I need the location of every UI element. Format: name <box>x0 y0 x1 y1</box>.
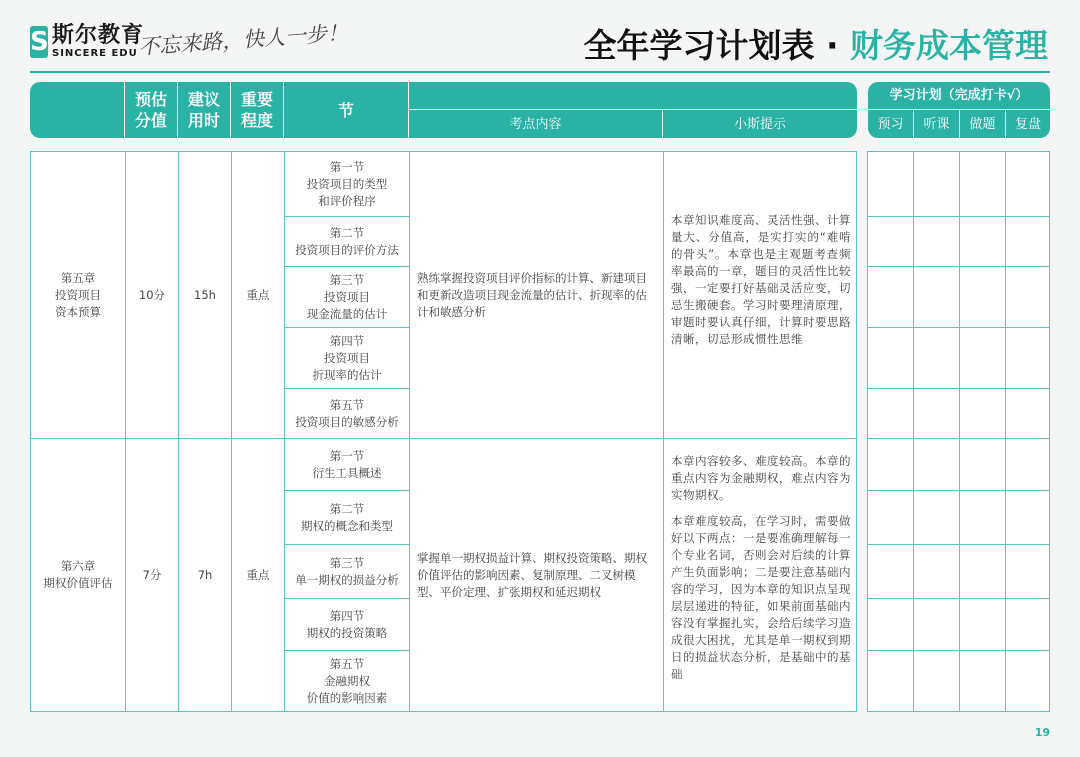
chapter-score: 10分 <box>138 287 166 302</box>
chapter-importance: 重点 <box>246 567 270 582</box>
tip-text: 本章难度较高，在学习时，需要做好以下两点：一是要准确理解每一个专业名词，否则会对后续的计算产生负面影响；二是要注意基础内容的学习，因为本章的知识点呈现层层递进的特征，如果前面基础内容没有掌握扎实，会给后续学习造成很大困扰，尤其是单一期权到期日的损益状态分析，是基础中的基础 <box>671 514 851 681</box>
table-header <box>30 82 857 138</box>
header-hours: 建议 用时 <box>187 90 220 130</box>
title-rule <box>30 71 1050 73</box>
plan-col-review: 复盘 <box>1014 116 1041 132</box>
title-dot: · <box>825 26 839 65</box>
section-cell: 第二节 投资项目的评价方法 <box>295 225 399 257</box>
chapter-hours: 7h <box>197 567 213 582</box>
chapter-score: 7分 <box>142 567 162 582</box>
tip-text: 本章知识难度高、灵活性强、计算量大、分值高，是实打实的“难啃的骨头”。本章也是主观题考查频率最高的一章，题目的灵活性比较强，一定要打好基础灵活应变，切忌生搬硬套。学习时要理清原理，审题时要认真仔细，计算时要思路清晰，切忌形成惯性思维 <box>671 213 851 346</box>
header-content: 考点内容 <box>509 116 562 132</box>
brand-name-cn: 斯尔教育 <box>52 23 145 48</box>
header-section: 节 <box>337 100 354 120</box>
chapter-name: 第六章 期权价值评估 <box>43 559 113 590</box>
study-table <box>30 151 857 712</box>
title-subject: 财务成本管理 <box>850 26 1048 65</box>
slogan: 不忘来路，快人一步！ <box>137 20 349 60</box>
plan-col-exercise: 做题 <box>969 116 996 132</box>
header-tips: 小斯提示 <box>733 116 786 132</box>
header-importance: 重要 程度 <box>240 90 273 130</box>
page-number: 19 <box>1034 726 1050 739</box>
plan-col-preview: 预习 <box>877 116 904 132</box>
chapter-name: 第五章 投资项目 资本预算 <box>55 270 101 319</box>
brand-logo <box>30 22 144 62</box>
chapter-importance: 重点 <box>246 287 270 302</box>
header-score: 预估 分值 <box>134 90 167 130</box>
plan-title: 学习计划（完成打卡√） <box>889 88 1029 103</box>
section-cell: 第一节 投资项目的类型 和评价程序 <box>306 159 388 208</box>
tip-text: 本章内容较多、难度较高。本章的重点内容为金融期权，难点内容为实物期权。 <box>671 454 851 502</box>
section-cell: 第二节 期权的概念和类型 <box>301 501 393 533</box>
brand-name-en: SINCERE EDU <box>52 48 138 59</box>
section-cell: 第五节 金融期权 价值的影响因素 <box>306 656 388 705</box>
title-main: 全年学习计划表 <box>583 26 815 65</box>
section-cell: 第四节 期权的投资策略 <box>306 608 388 640</box>
content-cell: 掌握单一期权损益计算、期权投资策略、期权价值评估的影响因素、复制原理、二叉树模型、平价定理、扩张期权和延迟期权 <box>417 550 647 599</box>
plan-header <box>868 82 1050 138</box>
page-title <box>583 20 1048 67</box>
chapter-hours: 15h <box>194 287 216 302</box>
section-cell: 第三节 单一期权的损益分析 <box>295 555 399 587</box>
section-cell: 第一节 衍生工具概述 <box>312 448 382 480</box>
section-cell: 第三节 投资项目 现金流量的估计 <box>306 272 388 321</box>
section-cell: 第五节 投资项目的敏感分析 <box>295 397 399 429</box>
section-cell: 第四节 投资项目 折现率的估计 <box>312 333 382 382</box>
content-cell: 熟练掌握投资项目评价指标的计算、新建项目和更新改造项目现金流量的估计、折现率的估计和敏感分析 <box>417 270 647 319</box>
logo-mark: S <box>30 27 49 57</box>
plan-checkbox-grid[interactable] <box>867 151 1050 712</box>
plan-col-lecture: 听课 <box>923 116 950 132</box>
